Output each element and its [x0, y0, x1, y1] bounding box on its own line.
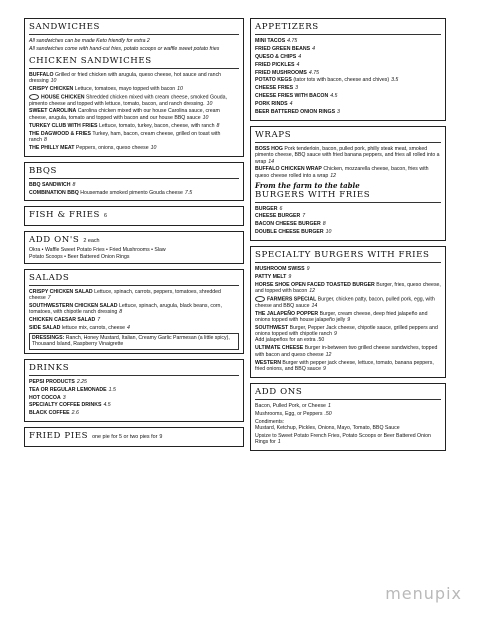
- menu-item: SOUTHWEST Burger, Pepper Jack cheese, chipotle sauce, grilled peppers and onions topped with chipotle ranch 9 Add jalapeños for an extra .50: [255, 324, 438, 344]
- jalapeno-note: Add jalapeños for an extra .50: [255, 337, 325, 344]
- addon-line: Bacon, Pulled Pork, or Cheese 1: [255, 402, 331, 409]
- addons-right-title: ADD ONS: [255, 387, 441, 400]
- wraps-title: WRAPS: [255, 130, 441, 143]
- menu-item: TURKEY CLUB WITH FRIES Lettuce, tomato, turkey, bacon, cheese, with ranch 8: [29, 122, 220, 129]
- salads-title: SALADS: [29, 273, 239, 286]
- menu-item: TEA OR REGULAR LEMONADE 1.5: [29, 386, 116, 393]
- menu-item: BACON CHEESE BURGER 8: [255, 221, 326, 228]
- menu-item: FRIED MUSHROOMS 4.75: [255, 69, 319, 76]
- menu-item: BURGER 6: [255, 205, 283, 212]
- menu-item: HORSE SHOE OPEN FACED TOASTED BURGER Burger, fries, queso cheese, and topped with bacon 12: [255, 281, 441, 295]
- specialty-title: SPECIALTY BURGERS WITH FRIES: [255, 250, 441, 263]
- menu-item: PORK RINDS 4: [255, 101, 293, 108]
- menu-item: BUFFALO CHICKEN WRAP Chicken, mozzarella cheese, bacon, fries with queso cheese rolled into a wrap 12: [255, 166, 429, 179]
- specialty-burgers-section: [250, 246, 446, 378]
- menu-item: THE DAGWOOD & FRIES Turkey, ham, bacon, cream cheese, grilled on toast with ranch 8: [29, 130, 221, 143]
- menu-item: PATTY MELT 9: [255, 274, 292, 281]
- addon-line: Potato Scoops • Beer Battered Onion Rings: [29, 253, 130, 260]
- menu-item: POTATO KEGS (tator tots with bacon, cheese and chives) 3.5: [255, 77, 399, 84]
- appetizers-title: APPETIZERS: [255, 22, 441, 35]
- drinks-title: DRINKS: [29, 363, 239, 376]
- menu-item: SOUTHWESTERN CHICKEN SALAD Lettuce, spinach, arugula, black beans, corn, tomatoes, with chipotle ranch dressing 8: [29, 303, 222, 316]
- menu-item: BLACK COFFEE 2.6: [29, 410, 79, 417]
- bbqs-section: [24, 162, 244, 202]
- addons-right-section: [250, 383, 446, 451]
- menu-item: CRISPY CHICKEN SALAD Lettuce, spinach, carrots, peppers, tomatoes, shredded cheese 7: [29, 288, 221, 302]
- menu-item: BEER BATTERED ONION RINGS 3: [255, 109, 340, 116]
- burgers-title: BURGERS WITH FRIES: [255, 190, 441, 203]
- menu-item: CHEESE BURGER 7: [255, 213, 306, 220]
- appetizers-section: [250, 18, 446, 121]
- house-logo-icon: [255, 296, 265, 302]
- upsize-line: Upsize to Sweet Potato French Fries, Potato Scoops or Beer Battered Onion Rings for 1: [255, 432, 431, 445]
- menu-item: SWEET CAROLINA Carolina chicken mixed with our house Carolina sauce, cream cheese, arugula, tomato and topped with bacon and our house BBQ sauce 10: [29, 108, 220, 121]
- menu-item: BUFFALO Grilled or fried chicken with arugula, queso cheese, hot sauce and ranch dressing 10: [29, 71, 222, 85]
- menu-item: CRISPY CHICKEN Lettuce, tomatoes, mayo topped with bacon 10: [29, 86, 183, 92]
- sandwiches-section: [24, 18, 244, 157]
- watermark-logo: menupix: [385, 584, 462, 603]
- menu-item: MINI TACOS 4.75: [255, 38, 298, 44]
- condiments: Condiments: Mustard, Ketchup, Pickles, Onions, Mayo, Tomato, BBQ Sauce: [255, 418, 400, 431]
- menu-item: CHEESE FRIES 3: [255, 85, 298, 92]
- farm-tagline: From the farm to the table: [255, 180, 360, 190]
- fish-title: FISH & FRIES 6: [29, 210, 108, 221]
- salads-section: [24, 269, 244, 354]
- chicken-sandwiches-title: CHICKEN SANDWICHES: [29, 56, 239, 69]
- menu-item: SIDE SALAD lettuce mix, carrots, cheese 4: [29, 325, 130, 332]
- menu-item: BBQ SANDWICH 8: [29, 181, 76, 188]
- menu-item: HOUSE CHICKEN Shredded chicken mixed with cream cheese, smoked Gouda, pimento cheese and topped with lettuce, tomato, bacon, and ranch dressing. 10: [29, 94, 227, 107]
- fried-pies-title: FRIED PIES one pie for 5 or two pies for 9: [29, 431, 163, 442]
- menu-item: QUESO & CHIPS 4: [255, 53, 302, 60]
- menu-item: ULTIMATE CHEESE Burger in-between two grilled cheese sandwiches, topped with bacon and queso cheese 12: [255, 345, 438, 358]
- sandwiches-note: All sandwiches can be made Keto friendly for extra 2: [29, 38, 150, 44]
- menu-item: SPECIALTY COFFEE DRINKS 4.5: [29, 402, 111, 409]
- addons-left-section: [24, 231, 244, 264]
- fried-pies-section: [24, 427, 244, 447]
- menu-item: FARMERS SPECIAL Burger, chicken patty, bacon, pulled pork, egg, with cheese and BBQ sauce 14: [255, 296, 435, 309]
- menu-item: THE JALAPEÑO POPPER Burger, cream cheese, deep fried jalapeño and onions topped with house jalapeño jelly 9: [255, 310, 428, 323]
- fish-section: [24, 206, 244, 226]
- menu-item: WESTERN Burger with pepper jack cheese, lettuce, tomato, banana peppers, fried onions, and BBQ sauce 9: [255, 359, 434, 372]
- wraps-burgers-section: [250, 126, 446, 241]
- menu-item: FRIED GREEN BEANS 4: [255, 45, 315, 52]
- right-column: [250, 18, 446, 456]
- drinks-section: [24, 359, 244, 422]
- dressings-box: DRESSINGS: Ranch, Honey Mustard, Italian, Creamy Garlic Parmesan (a little spicy), Thousand Island, Raspberry Vinaigrette: [29, 333, 239, 350]
- menu-item: FRIED PICKLES 4: [255, 61, 300, 68]
- menu-item: DOUBLE CHEESE BURGER 10: [255, 229, 332, 236]
- menu-item: CHICKEN CAESAR SALAD 7: [29, 317, 101, 324]
- menu-item: CHEESE FRIES WITH BACON 4.5: [255, 93, 338, 100]
- menu-item: THE PHILLY MEAT Peppers, onions, queso cheese 10: [29, 144, 157, 151]
- house-logo-icon: [29, 94, 39, 100]
- addon-line: Mushrooms, Egg, or Peppers .50: [255, 410, 332, 417]
- menu-item: COMBINATION BBQ Housemade smoked pimento Gouda cheese 7.5: [29, 189, 193, 196]
- menu-item: MUSHROOM SWISS 9: [255, 266, 310, 273]
- left-column: [24, 18, 244, 452]
- menu-item: PEPSI PRODUCTS 2.25: [29, 378, 87, 385]
- menu-item: HOT COCOA 3: [29, 394, 66, 401]
- addons-left-title: ADD ON'S 2 each: [29, 235, 100, 246]
- bbqs-title: BBQS: [29, 166, 239, 179]
- addon-line: Okra • Waffle Sweet Potato Fries • Fried Mushrooms • Slaw: [29, 247, 166, 254]
- menu-item: BOSS HOG Pork tenderloin, bacon, pulled pork, philly steak meat, smoked pimento cheese, BBQ sauce with fried banana peppers, and fries all rolled into a wrap 14: [255, 145, 440, 165]
- sandwiches-note: All sandwiches come with hand-cut fries, potato scoops or waffle sweet potato fries: [29, 46, 220, 53]
- sandwiches-title: SANDWICHES: [29, 22, 239, 35]
